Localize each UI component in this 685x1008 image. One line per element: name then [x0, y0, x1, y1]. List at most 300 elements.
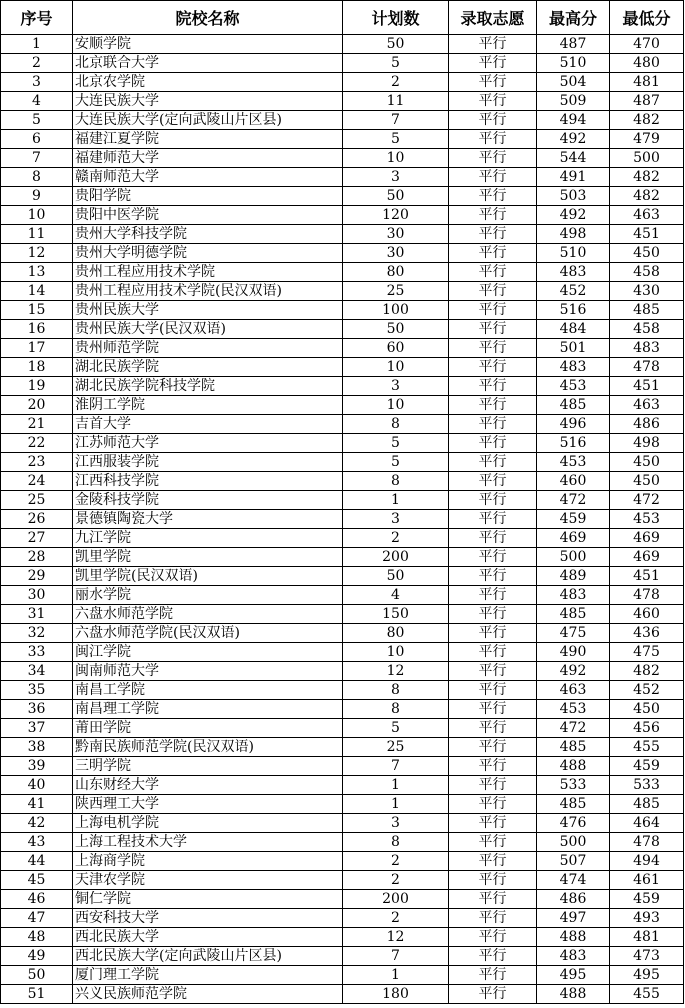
cell-index: 10: [1, 206, 73, 225]
cell-max-score: 488: [537, 757, 610, 776]
cell-admission-preference: 平行: [449, 586, 537, 605]
cell-max-score: 486: [537, 890, 610, 909]
cell-index: 4: [1, 92, 73, 111]
cell-admission-preference: 平行: [449, 434, 537, 453]
cell-admission-preference: 平行: [449, 700, 537, 719]
table-row: [1, 168, 684, 187]
cell-index: 6: [1, 130, 73, 149]
cell-index: 15: [1, 301, 73, 320]
cell-plan-count: 12: [343, 662, 449, 681]
cell-school-name: 黔南民族师范学院(民汉双语): [73, 738, 343, 757]
cell-plan-count: 10: [343, 643, 449, 662]
table-body: [1, 35, 684, 1004]
cell-max-score: 497: [537, 909, 610, 928]
table-row: [1, 662, 684, 681]
table-row: [1, 529, 684, 548]
cell-index: 8: [1, 168, 73, 187]
cell-index: 17: [1, 339, 73, 358]
cell-max-score: 516: [537, 301, 610, 320]
cell-min-score: 459: [610, 757, 684, 776]
cell-index: 34: [1, 662, 73, 681]
cell-min-score: 495: [610, 966, 684, 985]
cell-max-score: 516: [537, 434, 610, 453]
cell-admission-preference: 平行: [449, 833, 537, 852]
cell-min-score: 451: [610, 225, 684, 244]
cell-index: 49: [1, 947, 73, 966]
cell-school-name: 丽水学院: [73, 586, 343, 605]
cell-admission-preference: 平行: [449, 966, 537, 985]
cell-min-score: 482: [610, 111, 684, 130]
cell-school-name: 山东财经大学: [73, 776, 343, 795]
cell-school-name: 上海工程技术大学: [73, 833, 343, 852]
cell-school-name: 赣南师范大学: [73, 168, 343, 187]
cell-max-score: 489: [537, 567, 610, 586]
cell-min-score: 463: [610, 206, 684, 225]
cell-admission-preference: 平行: [449, 985, 537, 1004]
cell-min-score: 478: [610, 358, 684, 377]
cell-school-name: 北京联合大学: [73, 54, 343, 73]
cell-plan-count: 5: [343, 453, 449, 472]
cell-index: 46: [1, 890, 73, 909]
cell-school-name: 厦门理工学院: [73, 966, 343, 985]
cell-min-score: 494: [610, 852, 684, 871]
table-row: [1, 890, 684, 909]
cell-max-score: 483: [537, 263, 610, 282]
cell-index: 5: [1, 111, 73, 130]
cell-max-score: 510: [537, 54, 610, 73]
cell-min-score: 464: [610, 814, 684, 833]
cell-max-score: 490: [537, 643, 610, 662]
cell-admission-preference: 平行: [449, 871, 537, 890]
cell-index: 31: [1, 605, 73, 624]
cell-min-score: 478: [610, 833, 684, 852]
cell-school-name: 西北民族大学: [73, 928, 343, 947]
cell-plan-count: 2: [343, 852, 449, 871]
cell-admission-preference: 平行: [449, 320, 537, 339]
cell-school-name: 贵阳中医学院: [73, 206, 343, 225]
cell-school-name: 闽江学院: [73, 643, 343, 662]
cell-max-score: 485: [537, 396, 610, 415]
cell-admission-preference: 平行: [449, 662, 537, 681]
cell-max-score: 453: [537, 700, 610, 719]
table-row: [1, 719, 684, 738]
cell-admission-preference: 平行: [449, 757, 537, 776]
table-row: [1, 130, 684, 149]
cell-plan-count: 3: [343, 814, 449, 833]
cell-index: 40: [1, 776, 73, 795]
cell-index: 48: [1, 928, 73, 947]
cell-index: 26: [1, 510, 73, 529]
cell-admission-preference: 平行: [449, 130, 537, 149]
cell-min-score: 487: [610, 92, 684, 111]
cell-plan-count: 1: [343, 966, 449, 985]
cell-min-score: 450: [610, 700, 684, 719]
cell-school-name: 福建师范大学: [73, 149, 343, 168]
cell-admission-preference: 平行: [449, 339, 537, 358]
cell-index: 33: [1, 643, 73, 662]
cell-min-score: 455: [610, 985, 684, 1004]
cell-school-name: 贵州工程应用技术学院: [73, 263, 343, 282]
cell-min-score: 450: [610, 472, 684, 491]
cell-plan-count: 180: [343, 985, 449, 1004]
cell-admission-preference: 平行: [449, 890, 537, 909]
cell-min-score: 450: [610, 453, 684, 472]
cell-min-score: 481: [610, 73, 684, 92]
cell-index: 3: [1, 73, 73, 92]
cell-min-score: 482: [610, 187, 684, 206]
cell-index: 13: [1, 263, 73, 282]
cell-plan-count: 30: [343, 225, 449, 244]
cell-admission-preference: 平行: [449, 909, 537, 928]
table-row: [1, 643, 684, 662]
cell-admission-preference: 平行: [449, 92, 537, 111]
cell-admission-preference: 平行: [449, 187, 537, 206]
cell-plan-count: 200: [343, 548, 449, 567]
cell-school-name: 大连民族大学(定向武陵山片区县): [73, 111, 343, 130]
cell-index: 41: [1, 795, 73, 814]
cell-admission-preference: 平行: [449, 206, 537, 225]
cell-index: 27: [1, 529, 73, 548]
cell-max-score: 492: [537, 662, 610, 681]
cell-school-name: 凯里学院: [73, 548, 343, 567]
cell-school-name: 莆田学院: [73, 719, 343, 738]
header-row: [1, 1, 684, 35]
cell-admission-preference: 平行: [449, 605, 537, 624]
cell-min-score: 478: [610, 586, 684, 605]
cell-school-name: 九江学院: [73, 529, 343, 548]
table-row: [1, 358, 684, 377]
cell-admission-preference: 平行: [449, 738, 537, 757]
cell-max-score: 510: [537, 244, 610, 263]
table-row: [1, 35, 684, 54]
cell-school-name: 金陵科技学院: [73, 491, 343, 510]
cell-school-name: 吉首大学: [73, 415, 343, 434]
cell-plan-count: 25: [343, 738, 449, 757]
cell-min-score: 485: [610, 301, 684, 320]
table-row: [1, 244, 684, 263]
cell-max-score: 544: [537, 149, 610, 168]
cell-index: 9: [1, 187, 73, 206]
cell-plan-count: 150: [343, 605, 449, 624]
cell-school-name: 兴义民族师范学院: [73, 985, 343, 1004]
table-row: [1, 776, 684, 795]
cell-max-score: 498: [537, 225, 610, 244]
cell-index: 47: [1, 909, 73, 928]
cell-index: 21: [1, 415, 73, 434]
cell-min-score: 470: [610, 35, 684, 54]
cell-school-name: 西北民族大学(定向武陵山片区县): [73, 947, 343, 966]
cell-admission-preference: 平行: [449, 852, 537, 871]
cell-admission-preference: 平行: [449, 947, 537, 966]
table-row: [1, 928, 684, 947]
cell-school-name: 贵阳学院: [73, 187, 343, 206]
table-row: [1, 738, 684, 757]
cell-min-score: 469: [610, 548, 684, 567]
table-row: [1, 681, 684, 700]
cell-index: 11: [1, 225, 73, 244]
table-row: [1, 624, 684, 643]
cell-plan-count: 2: [343, 909, 449, 928]
cell-min-score: 456: [610, 719, 684, 738]
table-row: [1, 947, 684, 966]
cell-max-score: 463: [537, 681, 610, 700]
cell-plan-count: 10: [343, 396, 449, 415]
cell-min-score: 473: [610, 947, 684, 966]
cell-school-name: 凯里学院(民汉双语): [73, 567, 343, 586]
cell-plan-count: 8: [343, 681, 449, 700]
cell-school-name: 江西科技学院: [73, 472, 343, 491]
cell-plan-count: 11: [343, 92, 449, 111]
table-row: [1, 149, 684, 168]
cell-plan-count: 50: [343, 35, 449, 54]
table-row: [1, 757, 684, 776]
cell-plan-count: 10: [343, 149, 449, 168]
cell-min-score: 485: [610, 795, 684, 814]
cell-max-score: 495: [537, 966, 610, 985]
cell-index: 45: [1, 871, 73, 890]
cell-plan-count: 2: [343, 529, 449, 548]
cell-school-name: 湖北民族学院科技学院: [73, 377, 343, 396]
cell-index: 19: [1, 377, 73, 396]
cell-school-name: 南昌理工学院: [73, 700, 343, 719]
cell-max-score: 485: [537, 605, 610, 624]
cell-admission-preference: 平行: [449, 415, 537, 434]
cell-admission-preference: 平行: [449, 225, 537, 244]
table-row: [1, 586, 684, 605]
table-row: [1, 795, 684, 814]
cell-index: 37: [1, 719, 73, 738]
table-row: [1, 396, 684, 415]
cell-min-score: 493: [610, 909, 684, 928]
table-row: [1, 510, 684, 529]
cell-school-name: 贵州大学明德学院: [73, 244, 343, 263]
cell-min-score: 482: [610, 662, 684, 681]
cell-index: 12: [1, 244, 73, 263]
cell-admission-preference: 平行: [449, 244, 537, 263]
cell-plan-count: 3: [343, 168, 449, 187]
header-admission-preference: 录取志愿: [449, 1, 537, 35]
cell-min-score: 498: [610, 434, 684, 453]
cell-max-score: 459: [537, 510, 610, 529]
cell-plan-count: 4: [343, 586, 449, 605]
cell-max-score: 533: [537, 776, 610, 795]
cell-plan-count: 60: [343, 339, 449, 358]
cell-min-score: 458: [610, 320, 684, 339]
cell-min-score: 472: [610, 491, 684, 510]
table-row: [1, 225, 684, 244]
cell-plan-count: 100: [343, 301, 449, 320]
cell-index: 7: [1, 149, 73, 168]
cell-plan-count: 8: [343, 472, 449, 491]
cell-max-score: 485: [537, 795, 610, 814]
cell-plan-count: 1: [343, 491, 449, 510]
cell-min-score: 469: [610, 529, 684, 548]
cell-index: 23: [1, 453, 73, 472]
cell-max-score: 496: [537, 415, 610, 434]
cell-plan-count: 8: [343, 415, 449, 434]
table-row: [1, 111, 684, 130]
cell-admission-preference: 平行: [449, 529, 537, 548]
cell-plan-count: 50: [343, 320, 449, 339]
cell-min-score: 453: [610, 510, 684, 529]
table-row: [1, 833, 684, 852]
cell-plan-count: 3: [343, 377, 449, 396]
cell-school-name: 上海电机学院: [73, 814, 343, 833]
cell-max-score: 500: [537, 548, 610, 567]
cell-max-score: 469: [537, 529, 610, 548]
cell-admission-preference: 平行: [449, 377, 537, 396]
cell-index: 28: [1, 548, 73, 567]
cell-index: 30: [1, 586, 73, 605]
cell-school-name: 淮阴工学院: [73, 396, 343, 415]
table-row: [1, 985, 684, 1004]
cell-plan-count: 2: [343, 73, 449, 92]
cell-plan-count: 7: [343, 111, 449, 130]
cell-school-name: 江西服装学院: [73, 453, 343, 472]
table-row: [1, 472, 684, 491]
cell-school-name: 六盘水师范学院(民汉双语): [73, 624, 343, 643]
cell-index: 35: [1, 681, 73, 700]
cell-min-score: 480: [610, 54, 684, 73]
cell-school-name: 安顺学院: [73, 35, 343, 54]
cell-admission-preference: 平行: [449, 548, 537, 567]
cell-index: 50: [1, 966, 73, 985]
cell-admission-preference: 平行: [449, 624, 537, 643]
cell-admission-preference: 平行: [449, 491, 537, 510]
table-row: [1, 301, 684, 320]
cell-school-name: 江苏师范大学: [73, 434, 343, 453]
cell-school-name: 天津农学院: [73, 871, 343, 890]
cell-admission-preference: 平行: [449, 453, 537, 472]
cell-min-score: 463: [610, 396, 684, 415]
cell-plan-count: 7: [343, 757, 449, 776]
cell-max-score: 487: [537, 35, 610, 54]
cell-max-score: 485: [537, 738, 610, 757]
table-row: [1, 320, 684, 339]
table-row: [1, 54, 684, 73]
cell-max-score: 494: [537, 111, 610, 130]
cell-plan-count: 8: [343, 700, 449, 719]
cell-index: 20: [1, 396, 73, 415]
cell-admission-preference: 平行: [449, 567, 537, 586]
cell-min-score: 459: [610, 890, 684, 909]
table-row: [1, 548, 684, 567]
cell-plan-count: 5: [343, 719, 449, 738]
cell-max-score: 483: [537, 586, 610, 605]
table-row: [1, 206, 684, 225]
cell-plan-count: 10: [343, 358, 449, 377]
cell-max-score: 475: [537, 624, 610, 643]
cell-min-score: 451: [610, 377, 684, 396]
cell-admission-preference: 平行: [449, 814, 537, 833]
cell-plan-count: 3: [343, 510, 449, 529]
cell-index: 32: [1, 624, 73, 643]
cell-admission-preference: 平行: [449, 643, 537, 662]
cell-max-score: 476: [537, 814, 610, 833]
table-row: [1, 415, 684, 434]
cell-max-score: 460: [537, 472, 610, 491]
cell-plan-count: 50: [343, 187, 449, 206]
cell-school-name: 铜仁学院: [73, 890, 343, 909]
header-max-score: 最高分: [537, 1, 610, 35]
cell-school-name: 南昌工学院: [73, 681, 343, 700]
cell-index: 1: [1, 35, 73, 54]
cell-plan-count: 80: [343, 624, 449, 643]
cell-admission-preference: 平行: [449, 54, 537, 73]
cell-plan-count: 25: [343, 282, 449, 301]
cell-admission-preference: 平行: [449, 35, 537, 54]
header-plan-count: 计划数: [343, 1, 449, 35]
header-school-name: 院校名称: [73, 1, 343, 35]
cell-admission-preference: 平行: [449, 795, 537, 814]
table-row: [1, 700, 684, 719]
cell-admission-preference: 平行: [449, 168, 537, 187]
table-row: [1, 852, 684, 871]
cell-index: 51: [1, 985, 73, 1004]
table-row: [1, 453, 684, 472]
cell-min-score: 436: [610, 624, 684, 643]
cell-school-name: 上海商学院: [73, 852, 343, 871]
cell-min-score: 481: [610, 928, 684, 947]
cell-plan-count: 30: [343, 244, 449, 263]
cell-index: 2: [1, 54, 73, 73]
cell-min-score: 482: [610, 168, 684, 187]
cell-plan-count: 8: [343, 833, 449, 852]
cell-index: 36: [1, 700, 73, 719]
table-row: [1, 567, 684, 586]
cell-school-name: 北京农学院: [73, 73, 343, 92]
cell-max-score: 488: [537, 985, 610, 1004]
table-row: [1, 814, 684, 833]
header-min-score: 最低分: [610, 1, 684, 35]
cell-index: 29: [1, 567, 73, 586]
cell-school-name: 贵州民族大学(民汉双语): [73, 320, 343, 339]
cell-plan-count: 1: [343, 795, 449, 814]
cell-plan-count: 2: [343, 871, 449, 890]
cell-min-score: 451: [610, 567, 684, 586]
cell-index: 14: [1, 282, 73, 301]
cell-school-name: 西安科技大学: [73, 909, 343, 928]
cell-min-score: 452: [610, 681, 684, 700]
cell-admission-preference: 平行: [449, 472, 537, 491]
cell-admission-preference: 平行: [449, 149, 537, 168]
cell-max-score: 488: [537, 928, 610, 947]
cell-max-score: 491: [537, 168, 610, 187]
cell-plan-count: 80: [343, 263, 449, 282]
cell-max-score: 492: [537, 130, 610, 149]
cell-school-name: 福建江夏学院: [73, 130, 343, 149]
cell-max-score: 492: [537, 206, 610, 225]
table-row: [1, 263, 684, 282]
cell-min-score: 455: [610, 738, 684, 757]
cell-index: 38: [1, 738, 73, 757]
table-row: [1, 92, 684, 111]
cell-index: 22: [1, 434, 73, 453]
cell-school-name: 陕西理工大学: [73, 795, 343, 814]
cell-admission-preference: 平行: [449, 358, 537, 377]
cell-plan-count: 1: [343, 776, 449, 795]
cell-admission-preference: 平行: [449, 510, 537, 529]
cell-school-name: 景德镇陶瓷大学: [73, 510, 343, 529]
cell-min-score: 500: [610, 149, 684, 168]
table-row: [1, 434, 684, 453]
cell-index: 16: [1, 320, 73, 339]
cell-min-score: 460: [610, 605, 684, 624]
cell-max-score: 509: [537, 92, 610, 111]
cell-plan-count: 7: [343, 947, 449, 966]
table-row: [1, 871, 684, 890]
cell-admission-preference: 平行: [449, 719, 537, 738]
